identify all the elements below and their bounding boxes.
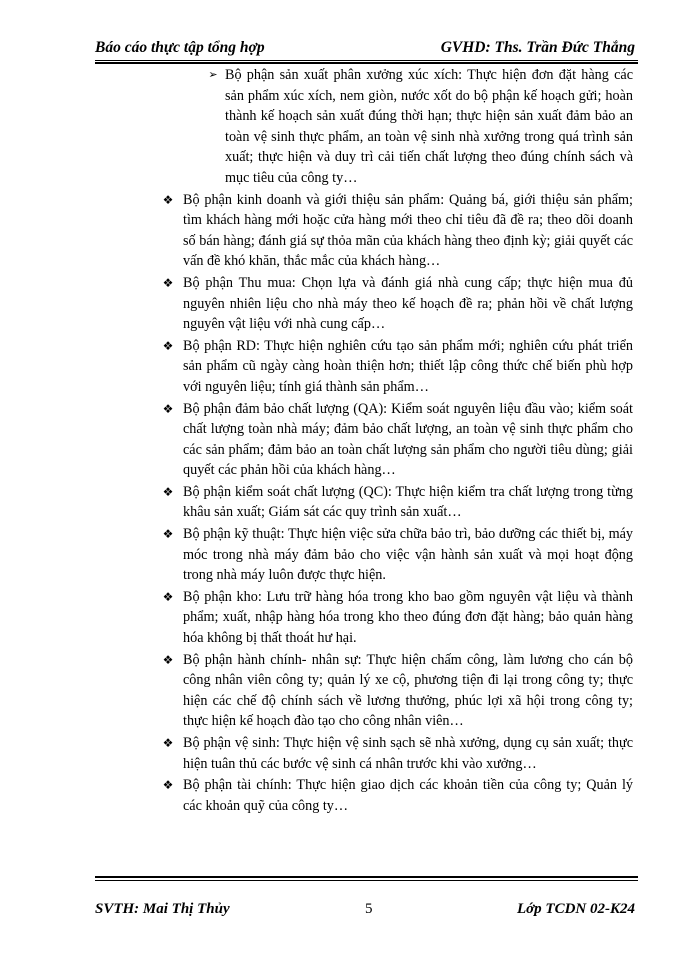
list-item-text: Bộ phận Thu mua: Chọn lựa và đánh giá nhà cung cấp; thực hiện mua đủ nguyên nhiên liệu cho nhà máy theo kế hoạch đề ra; phản hồi về chất lượng nguyên vật liệu với nhà cung cấp…	[183, 274, 633, 333]
list-item-sanitation	[162, 733, 633, 774]
diamond-bullet-icon: ❖	[162, 589, 174, 604]
list-item-qc	[162, 482, 633, 523]
list-item-text: Bộ phận sản xuất phân xưởng xúc xích: Thực hiện đơn đặt hàng các sản phẩm xúc xích, nem giòn, nước xốt do bộ phận kế hoạch gửi; hoàn thành kế hoạch sản xuất đúng thời hạn; thực hiện sản xuất đảm bảo an toàn vệ sinh thực phẩm, an toàn vệ sinh nhà xưởng trong quá trình sản xuất; thực hiện và duy trì cải tiến chất lượng theo đúng chính sách và mục tiêu của công ty…	[225, 67, 633, 186]
list-item-engineering	[162, 524, 633, 586]
header-rule-thick	[95, 62, 638, 64]
diamond-bullet-icon: ❖	[162, 527, 174, 542]
diamond-bullet-icon: ❖	[162, 778, 174, 793]
list-item-text: Bộ phận kho: Lưu trữ hàng hóa trong kho bao gồm nguyên vật liệu và thành phẩm; xuất, nhập hàng hóa trong kho theo đúng đơn đặt hàng; bảo quản hàng hóa không bị thất thoát hư hại.	[183, 588, 633, 647]
header-rule-thin	[95, 60, 638, 61]
footer-class-code: Lớp TCDN 02-K24	[516, 901, 635, 917]
diamond-bullet-icon: ❖	[162, 275, 174, 290]
diamond-bullet-icon: ❖	[162, 192, 174, 207]
list-item-text: Bộ phận tài chính: Thực hiện giao dịch các khoản tiền của công ty; Quản lý các khoản quỹ của công ty…	[183, 777, 633, 814]
diamond-bullet-icon: ❖	[162, 736, 174, 750]
footer-student-name: SVTH: Mai Thị Thủy	[95, 901, 230, 917]
document-body	[0, 65, 700, 816]
diamond-bullet-icon: ❖	[162, 338, 174, 353]
diamond-bullet-icon: ❖	[162, 484, 174, 499]
diamond-bullet-icon: ❖	[162, 652, 174, 667]
header-report-title: Báo cáo thực tập tổng hợp	[95, 39, 265, 56]
page-number: 5	[365, 901, 373, 917]
list-item-qa	[162, 399, 633, 481]
footer-rule-thin	[95, 880, 638, 881]
list-item-text: Bộ phận kiểm soát chất lượng (QC): Thực hiện kiểm tra chất lượng trong từng khâu sản xuất; Giám sát các quy trình sản xuất…	[183, 483, 633, 521]
list-item-text: Bộ phận kỹ thuật: Thực hiện việc sửa chữa bảo trì, bảo dưỡng các thiết bị, máy móc trong nhà máy đảm bảo cho việc vận hành sản xuất và mọi hoạt động trong nhà máy luôn được thực hiện.	[183, 526, 633, 584]
footer-rule-thick	[95, 876, 638, 878]
list-item-text: Bộ phận vệ sinh: Thực hiện vệ sinh sạch sẽ nhà xưởng, dụng cụ sản xuất; thực hiện tuân thủ các bước vệ sinh cá nhân trước khi vào xưởng…	[183, 735, 633, 772]
list-item-rd	[162, 336, 633, 398]
arrow-bullet-icon: ➢	[208, 68, 218, 81]
list-item-text: Bộ phận hành chính- nhân sự: Thực hiện chấm công, làm lương cho cán bộ công nhân viên công ty; quản lý xe cộ, phương tiện đi lại trong công ty; thực hiện các chế độ chính sách về lương thưởng, phúc lợi xã hội trong công ty; thực hiện kế hoạch đào tạo cho công nhân viên…	[183, 651, 633, 730]
list-item-sales	[162, 190, 633, 272]
diamond-bullet-icon: ❖	[162, 401, 174, 416]
list-item-hr-admin	[162, 650, 633, 732]
list-item-text: Bộ phận kinh doanh và giới thiệu sản phẩm: Quảng bá, giới thiệu sản phẩm; tìm khách hàng mới hoặc cửa hàng mới theo chỉ tiêu đã đề ra; theo dõi doanh số bán hàng; đánh giá sự thỏa mãn của khách hàng theo định kỳ; giải quyết các vấn đề khó khăn, thắc mắc của khách hàng…	[183, 191, 633, 270]
list-item-production-sausage	[208, 65, 633, 189]
list-item-text: Bộ phận đảm bảo chất lượng (QA): Kiểm soát nguyên liệu đầu vào; kiểm soát chất lượng toàn nhà máy; đảm bảo chất lượng, an toàn vệ sinh thực phẩm cho các sản phẩm; đảm bảo an toàn chất lượng sản phẩm cho người tiêu dùng; giải quyết các phản hồi của khách hàng…	[183, 400, 633, 479]
list-item-finance	[162, 775, 633, 816]
list-item-purchasing	[162, 273, 633, 335]
list-item-text: Bộ phận RD: Thực hiện nghiên cứu tạo sản phẩm mới; nghiên cứu phát triển sản phẩm cũ ngày càng hoàn thiện hơn; thiết lập công thức chế biến phù hợp với nguyên liệu; tính giá thành sản phẩm…	[183, 337, 633, 395]
header-supervisor: GVHD: Ths. Trần Đức Thắng	[440, 39, 635, 56]
list-item-warehouse	[162, 587, 633, 649]
